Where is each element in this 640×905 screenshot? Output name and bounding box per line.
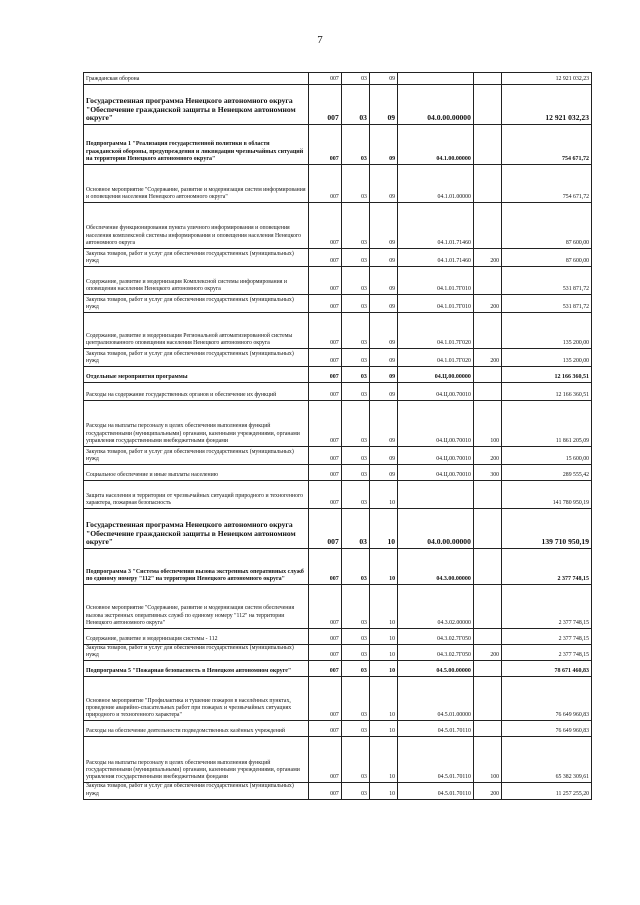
row-name: Содержание, развитие и модернизация Региональной автоматизированной системы централизованного оповещения населения Ненецкого автономного округа bbox=[84, 313, 309, 349]
table-row bbox=[84, 73, 592, 85]
row-section-code: 03 bbox=[341, 661, 369, 677]
row-expense-type-code bbox=[473, 313, 501, 349]
row-ministry-code: 007 bbox=[309, 737, 341, 783]
row-amount: 87 600,00 bbox=[502, 203, 592, 249]
row-ministry-code: 007 bbox=[309, 401, 341, 447]
row-target-code: 04.3.02.7Г050 bbox=[398, 645, 474, 661]
row-section-code: 03 bbox=[341, 165, 369, 203]
row-ministry-code: 007 bbox=[309, 85, 341, 125]
row-section-code: 03 bbox=[341, 267, 369, 295]
row-section-code: 03 bbox=[341, 313, 369, 349]
row-name: Обеспечение функционирования пункта уличного информирования и оповещения населения комплексной системы информирования и оповещения населения Ненецкого автономного округа bbox=[84, 203, 309, 249]
row-ministry-code: 007 bbox=[309, 367, 341, 383]
table-row bbox=[84, 203, 592, 249]
row-name: Закупка товаров, работ и услуг для обеспечения государственных (муниципальных) нужд bbox=[84, 295, 309, 313]
row-subsection-code: 09 bbox=[369, 313, 397, 349]
row-target-code: 04.1.01.7Г020 bbox=[398, 313, 474, 349]
table-row bbox=[84, 629, 592, 645]
row-section-code: 03 bbox=[341, 585, 369, 629]
table-row bbox=[84, 481, 592, 509]
row-name: Государственная программа Ненецкого автономного округа "Обеспечение гражданской защиты в Ненецком автономном округе" bbox=[84, 85, 309, 125]
table-row bbox=[84, 549, 592, 585]
row-amount: 12 166 360,51 bbox=[502, 367, 592, 383]
row-name: Расходы на обеспечение деятельности подведомственных казённых учреждений bbox=[84, 721, 309, 737]
table-row bbox=[84, 783, 592, 799]
row-amount: 135 200,00 bbox=[502, 313, 592, 349]
row-ministry-code: 007 bbox=[309, 677, 341, 721]
row-name: Подпрограмма 1 "Реализация государственной политики в области гражданской обороны, предупреждения и ликвидации чрезвычайных ситуаций на территории Ненецкого автономного округа" bbox=[84, 125, 309, 165]
row-section-code: 03 bbox=[341, 125, 369, 165]
row-name: Основное мероприятие "Профилактика и тушение пожаров в населённых пунктах, проведение аварийно-спасательных работ при пожарах и чрезвычайных ситуациях природного и техногенного характера" bbox=[84, 677, 309, 721]
row-subsection-code: 09 bbox=[369, 447, 397, 465]
table-row bbox=[84, 677, 592, 721]
row-expense-type-code bbox=[473, 585, 501, 629]
row-section-code: 03 bbox=[341, 85, 369, 125]
row-name: Подпрограмма 3 "Система обеспечения вызова экстренных оперативных служб по единому номеру "112" на территории Ненецкого автономного округа" bbox=[84, 549, 309, 585]
row-subsection-code: 09 bbox=[369, 349, 397, 367]
row-section-code: 03 bbox=[341, 73, 369, 85]
table-row bbox=[84, 401, 592, 447]
row-amount: 12 921 032,23 bbox=[502, 85, 592, 125]
row-expense-type-code bbox=[473, 677, 501, 721]
row-ministry-code: 007 bbox=[309, 383, 341, 401]
row-target-code: 04.5.00.00000 bbox=[398, 661, 474, 677]
row-name: Подпрограмма 5 "Пожарная безопасность в Ненецком автономном округе" bbox=[84, 661, 309, 677]
row-section-code: 03 bbox=[341, 721, 369, 737]
table-row bbox=[84, 465, 592, 481]
row-target-code: 04.1.01.00000 bbox=[398, 165, 474, 203]
row-name: Отдельные мероприятия программы bbox=[84, 367, 309, 383]
row-amount: 11 257 255,20 bbox=[502, 783, 592, 799]
row-amount: 2 377 748,15 bbox=[502, 585, 592, 629]
row-subsection-code: 09 bbox=[369, 203, 397, 249]
row-target-code: 04.1.01.7Г020 bbox=[398, 349, 474, 367]
table-row bbox=[84, 383, 592, 401]
row-section-code: 03 bbox=[341, 509, 369, 549]
table-row bbox=[84, 737, 592, 783]
row-subsection-code: 10 bbox=[369, 549, 397, 585]
row-target-code: 04.Ц.00.70010 bbox=[398, 401, 474, 447]
table-row bbox=[84, 249, 592, 267]
row-amount: 11 861 205,09 bbox=[502, 401, 592, 447]
row-subsection-code: 09 bbox=[369, 125, 397, 165]
row-target-code: 04.1.00.00000 bbox=[398, 125, 474, 165]
row-target-code: 04.Ц.00.70010 bbox=[398, 465, 474, 481]
row-expense-type-code bbox=[473, 629, 501, 645]
table-row bbox=[84, 721, 592, 737]
row-target-code: 04.Ц.00.70010 bbox=[398, 383, 474, 401]
row-section-code: 03 bbox=[341, 383, 369, 401]
row-amount: 754 671,72 bbox=[502, 125, 592, 165]
row-amount: 15 600,00 bbox=[502, 447, 592, 465]
row-ministry-code: 007 bbox=[309, 313, 341, 349]
row-expense-type-code: 200 bbox=[473, 645, 501, 661]
row-name: Основное мероприятие "Содержание, развитие и модернизация систем обеспечения вызова экстренных оперативных служб по единому номеру "112" на территории Ненецкого автономного округа" bbox=[84, 585, 309, 629]
row-ministry-code: 007 bbox=[309, 203, 341, 249]
table-row bbox=[84, 447, 592, 465]
row-expense-type-code: 200 bbox=[473, 249, 501, 267]
row-subsection-code: 09 bbox=[369, 465, 397, 481]
row-subsection-code: 10 bbox=[369, 509, 397, 549]
row-section-code: 03 bbox=[341, 737, 369, 783]
table-row bbox=[84, 661, 592, 677]
row-name: Закупка товаров, работ и услуг для обеспечения государственных (муниципальных) нужд bbox=[84, 249, 309, 267]
row-ministry-code: 007 bbox=[309, 447, 341, 465]
row-amount: 531 871,72 bbox=[502, 295, 592, 313]
row-target-code: 04.1.01.7Г010 bbox=[398, 295, 474, 313]
row-amount: 76 649 960,83 bbox=[502, 721, 592, 737]
row-amount: 78 671 460,83 bbox=[502, 661, 592, 677]
table-row bbox=[84, 125, 592, 165]
row-subsection-code: 10 bbox=[369, 629, 397, 645]
row-subsection-code: 10 bbox=[369, 783, 397, 799]
row-target-code: 04.Ц.00.00000 bbox=[398, 367, 474, 383]
row-name: Закупка товаров, работ и услуг для обеспечения государственных (муниципальных) нужд bbox=[84, 645, 309, 661]
row-amount: 754 671,72 bbox=[502, 165, 592, 203]
row-target-code: 04.5.01.70110 bbox=[398, 737, 474, 783]
table-row bbox=[84, 585, 592, 629]
row-target-code bbox=[398, 481, 474, 509]
row-expense-type-code: 300 bbox=[473, 465, 501, 481]
row-section-code: 03 bbox=[341, 295, 369, 313]
table-row bbox=[84, 267, 592, 295]
row-amount: 87 600,00 bbox=[502, 249, 592, 267]
row-expense-type-code bbox=[473, 73, 501, 85]
table-row bbox=[84, 509, 592, 549]
row-subsection-code: 09 bbox=[369, 249, 397, 267]
row-expense-type-code: 200 bbox=[473, 783, 501, 799]
row-ministry-code: 007 bbox=[309, 165, 341, 203]
row-amount: 12 921 032,23 bbox=[502, 73, 592, 85]
row-ministry-code: 007 bbox=[309, 549, 341, 585]
row-amount: 2 377 748,15 bbox=[502, 549, 592, 585]
row-name: Закупка товаров, работ и услуг для обеспечения государственных (муниципальных) нужд bbox=[84, 349, 309, 367]
row-expense-type-code bbox=[473, 383, 501, 401]
row-expense-type-code bbox=[473, 549, 501, 585]
row-subsection-code: 09 bbox=[369, 295, 397, 313]
row-expense-type-code bbox=[473, 481, 501, 509]
row-amount: 2 377 748,15 bbox=[502, 629, 592, 645]
row-section-code: 03 bbox=[341, 549, 369, 585]
row-amount: 139 710 950,19 bbox=[502, 509, 592, 549]
table-row bbox=[84, 295, 592, 313]
row-target-code: 04.5.01.70110 bbox=[398, 721, 474, 737]
table-row bbox=[84, 349, 592, 367]
row-ministry-code: 007 bbox=[309, 783, 341, 799]
row-ministry-code: 007 bbox=[309, 585, 341, 629]
row-expense-type-code: 100 bbox=[473, 737, 501, 783]
row-section-code: 03 bbox=[341, 677, 369, 721]
row-ministry-code: 007 bbox=[309, 645, 341, 661]
page-number: 7 bbox=[317, 34, 323, 46]
row-section-code: 03 bbox=[341, 783, 369, 799]
row-target-code: 04.3.00.00000 bbox=[398, 549, 474, 585]
row-subsection-code: 09 bbox=[369, 383, 397, 401]
row-amount: 135 200,00 bbox=[502, 349, 592, 367]
row-ministry-code: 007 bbox=[309, 661, 341, 677]
row-subsection-code: 10 bbox=[369, 481, 397, 509]
row-subsection-code: 10 bbox=[369, 737, 397, 783]
row-amount: 76 649 960,83 bbox=[502, 677, 592, 721]
row-ministry-code: 007 bbox=[309, 481, 341, 509]
row-ministry-code: 007 bbox=[309, 629, 341, 645]
budget-table bbox=[83, 72, 592, 800]
table-row bbox=[84, 367, 592, 383]
row-amount: 65 382 309,61 bbox=[502, 737, 592, 783]
row-amount: 12 166 360,51 bbox=[502, 383, 592, 401]
row-expense-type-code: 100 bbox=[473, 401, 501, 447]
row-amount: 289 555,42 bbox=[502, 465, 592, 481]
row-expense-type-code bbox=[473, 125, 501, 165]
row-expense-type-code: 200 bbox=[473, 447, 501, 465]
row-target-code: 04.5.01.00000 bbox=[398, 677, 474, 721]
row-target-code bbox=[398, 73, 474, 85]
row-section-code: 03 bbox=[341, 203, 369, 249]
row-name: Основное мероприятие "Содержание, развитие и модернизация систем информирования и оповещения населения Ненецкого автономного округа" bbox=[84, 165, 309, 203]
row-subsection-code: 09 bbox=[369, 73, 397, 85]
row-subsection-code: 10 bbox=[369, 645, 397, 661]
row-name: Защита населения и территории от чрезвычайных ситуаций природного и техногенного характера, пожарная безопасность bbox=[84, 481, 309, 509]
row-expense-type-code bbox=[473, 267, 501, 295]
row-target-code: 04.3.02.7Г050 bbox=[398, 629, 474, 645]
row-ministry-code: 007 bbox=[309, 73, 341, 85]
row-name: Расходы на содержание государственных органов и обеспечение их функций bbox=[84, 383, 309, 401]
row-section-code: 03 bbox=[341, 481, 369, 509]
table-row bbox=[84, 165, 592, 203]
row-section-code: 03 bbox=[341, 465, 369, 481]
table-row bbox=[84, 645, 592, 661]
row-amount: 531 871,72 bbox=[502, 267, 592, 295]
row-ministry-code: 007 bbox=[309, 349, 341, 367]
row-name: Содержание, развитие и модернизация Комплексной системы информирования и оповещения населения Ненецкого автономного округа bbox=[84, 267, 309, 295]
row-subsection-code: 10 bbox=[369, 721, 397, 737]
table-row bbox=[84, 313, 592, 349]
row-name: Расходы на выплаты персоналу в целях обеспечения выполнения функций государственными (муниципальными) органами, казенными учреждениями, органами управления государственными внебюджетными фондами bbox=[84, 737, 309, 783]
row-subsection-code: 10 bbox=[369, 585, 397, 629]
row-subsection-code: 09 bbox=[369, 267, 397, 295]
row-expense-type-code bbox=[473, 367, 501, 383]
row-name: Социальное обеспечение и иные выплаты населению bbox=[84, 465, 309, 481]
table-row bbox=[84, 85, 592, 125]
row-target-code: 04.1.01.71460 bbox=[398, 203, 474, 249]
row-ministry-code: 007 bbox=[309, 509, 341, 549]
row-section-code: 03 bbox=[341, 447, 369, 465]
row-expense-type-code: 200 bbox=[473, 295, 501, 313]
row-target-code: 04.Ц.00.70010 bbox=[398, 447, 474, 465]
row-name: Закупка товаров, работ и услуг для обеспечения государственных (муниципальных) нужд bbox=[84, 783, 309, 799]
row-expense-type-code bbox=[473, 661, 501, 677]
row-subsection-code: 09 bbox=[369, 401, 397, 447]
row-name: Гражданская оборона bbox=[84, 73, 309, 85]
row-name: Закупка товаров, работ и услуг для обеспечения государственных (муниципальных) нужд bbox=[84, 447, 309, 465]
row-subsection-code: 09 bbox=[369, 165, 397, 203]
row-expense-type-code: 200 bbox=[473, 349, 501, 367]
row-subsection-code: 09 bbox=[369, 85, 397, 125]
budget-table-body bbox=[84, 73, 592, 800]
row-section-code: 03 bbox=[341, 401, 369, 447]
row-subsection-code: 09 bbox=[369, 367, 397, 383]
row-target-code: 04.0.00.00000 bbox=[398, 509, 474, 549]
row-expense-type-code bbox=[473, 85, 501, 125]
row-section-code: 03 bbox=[341, 645, 369, 661]
row-expense-type-code bbox=[473, 509, 501, 549]
row-target-code: 04.0.00.00000 bbox=[398, 85, 474, 125]
row-section-code: 03 bbox=[341, 349, 369, 367]
row-subsection-code: 10 bbox=[369, 677, 397, 721]
row-name: Государственная программа Ненецкого автономного округа "Обеспечение гражданской защиты в Ненецком автономном округе" bbox=[84, 509, 309, 549]
row-target-code: 04.1.01.7Г010 bbox=[398, 267, 474, 295]
row-ministry-code: 007 bbox=[309, 465, 341, 481]
row-ministry-code: 007 bbox=[309, 721, 341, 737]
row-target-code: 04.1.01.71460 bbox=[398, 249, 474, 267]
row-ministry-code: 007 bbox=[309, 295, 341, 313]
row-name: Расходы на выплаты персоналу в целях обеспечения выполнения функций государственными (муниципальными) органами, казенными учреждениями, органами управления государственными внебюджетными фондами bbox=[84, 401, 309, 447]
row-ministry-code: 007 bbox=[309, 249, 341, 267]
row-ministry-code: 007 bbox=[309, 267, 341, 295]
row-ministry-code: 007 bbox=[309, 125, 341, 165]
row-expense-type-code bbox=[473, 721, 501, 737]
row-expense-type-code bbox=[473, 203, 501, 249]
row-section-code: 03 bbox=[341, 249, 369, 267]
row-amount: 2 377 748,15 bbox=[502, 645, 592, 661]
row-expense-type-code bbox=[473, 165, 501, 203]
row-amount: 141 780 950,19 bbox=[502, 481, 592, 509]
row-name: Содержание, развитие и модернизация системы - 112 bbox=[84, 629, 309, 645]
row-target-code: 04.3.02.00000 bbox=[398, 585, 474, 629]
row-section-code: 03 bbox=[341, 367, 369, 383]
row-section-code: 03 bbox=[341, 629, 369, 645]
row-target-code: 04.5.01.70110 bbox=[398, 783, 474, 799]
row-subsection-code: 10 bbox=[369, 661, 397, 677]
